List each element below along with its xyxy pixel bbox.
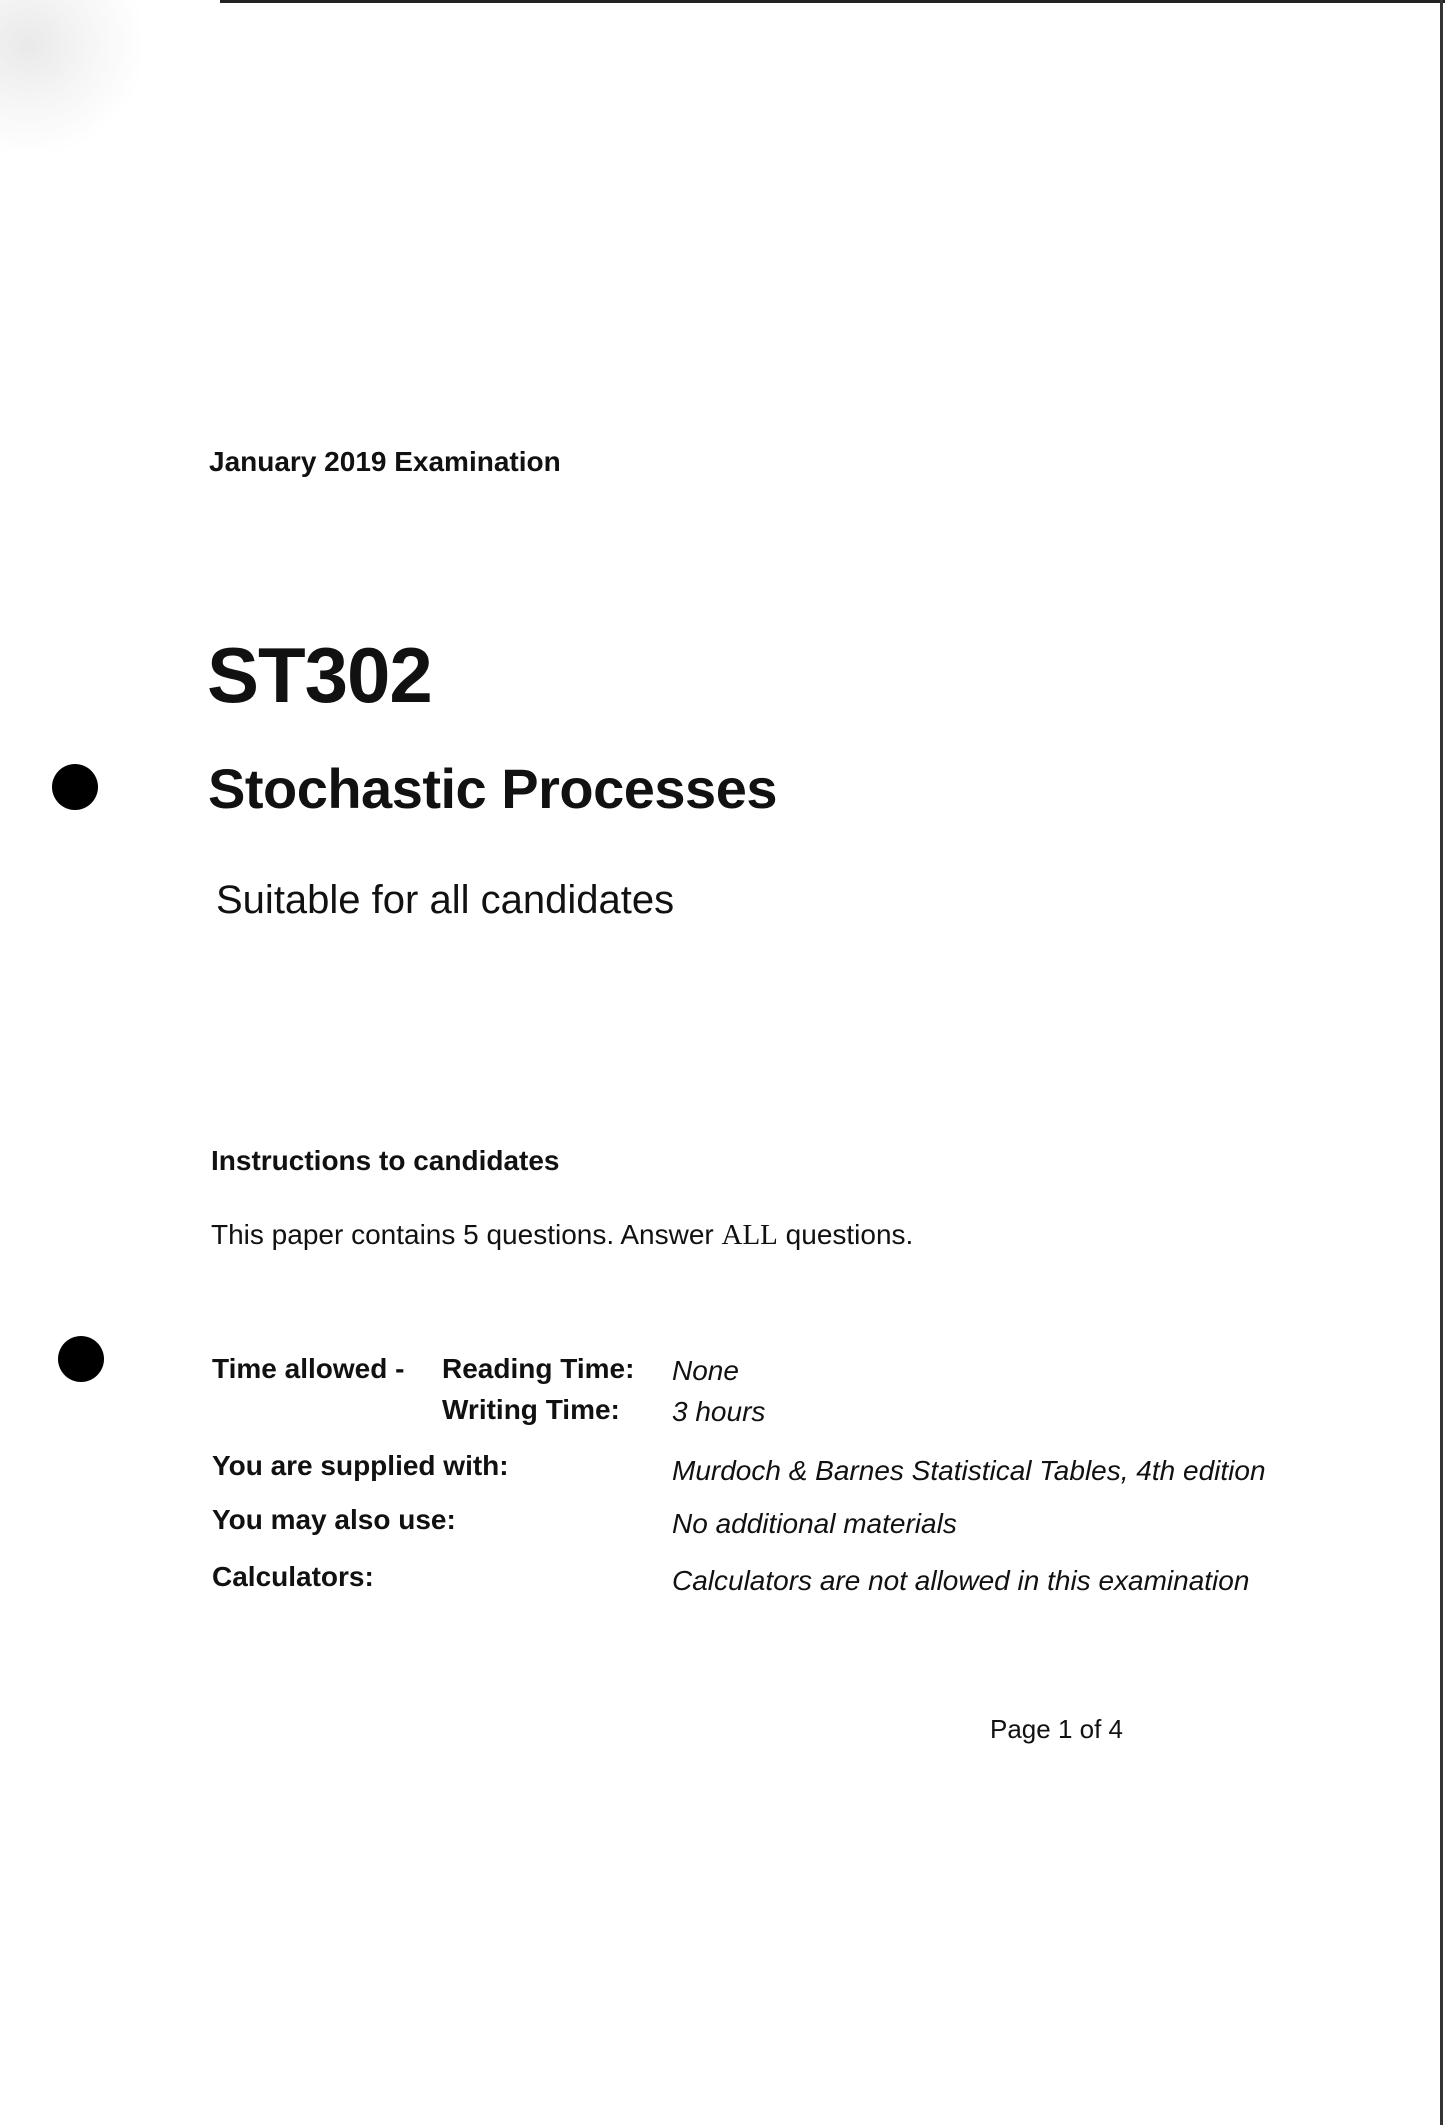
course-code: ST302 — [207, 631, 432, 719]
instructions-emphasis: ALL — [721, 1219, 778, 1251]
instructions-text-end: questions. — [777, 1219, 914, 1250]
instructions-text-start: This paper contains 5 questions. Answer — [211, 1219, 722, 1250]
punch-hole-icon — [52, 764, 98, 810]
writing-time-value: 3 hours — [672, 1396, 766, 1427]
page-edge-right — [1440, 0, 1443, 2125]
writing-time-label: Writing Time: — [442, 1394, 620, 1425]
suitability-note: Suitable for all candidates — [216, 878, 675, 922]
reading-time-value: None — [672, 1355, 739, 1386]
page-edge-top — [220, 0, 1445, 3]
punch-hole-icon — [58, 1336, 104, 1382]
scan-shadow — [0, 0, 140, 150]
reading-time-label: Reading Time: — [442, 1353, 635, 1384]
may-also-use-value: No additional materials — [672, 1508, 957, 1539]
supplied-with-label: You are supplied with: — [212, 1450, 509, 1481]
instructions-heading: Instructions to candidates — [211, 1145, 560, 1176]
calculators-label: Calculators: — [212, 1561, 374, 1592]
may-also-use-label: You may also use: — [212, 1504, 456, 1535]
exam-session: January 2019 Examination — [209, 446, 561, 477]
supplied-with-value: Murdoch & Barnes Statistical Tables, 4th edition — [672, 1455, 1266, 1486]
time-allowed-label: Time allowed - — [212, 1353, 405, 1384]
page-number: Page 1 of 4 — [990, 1714, 1123, 1744]
instructions-text — [211, 1219, 913, 1252]
calculators-value: Calculators are not allowed in this examination — [672, 1565, 1250, 1596]
course-title: Stochastic Processes — [208, 757, 777, 820]
